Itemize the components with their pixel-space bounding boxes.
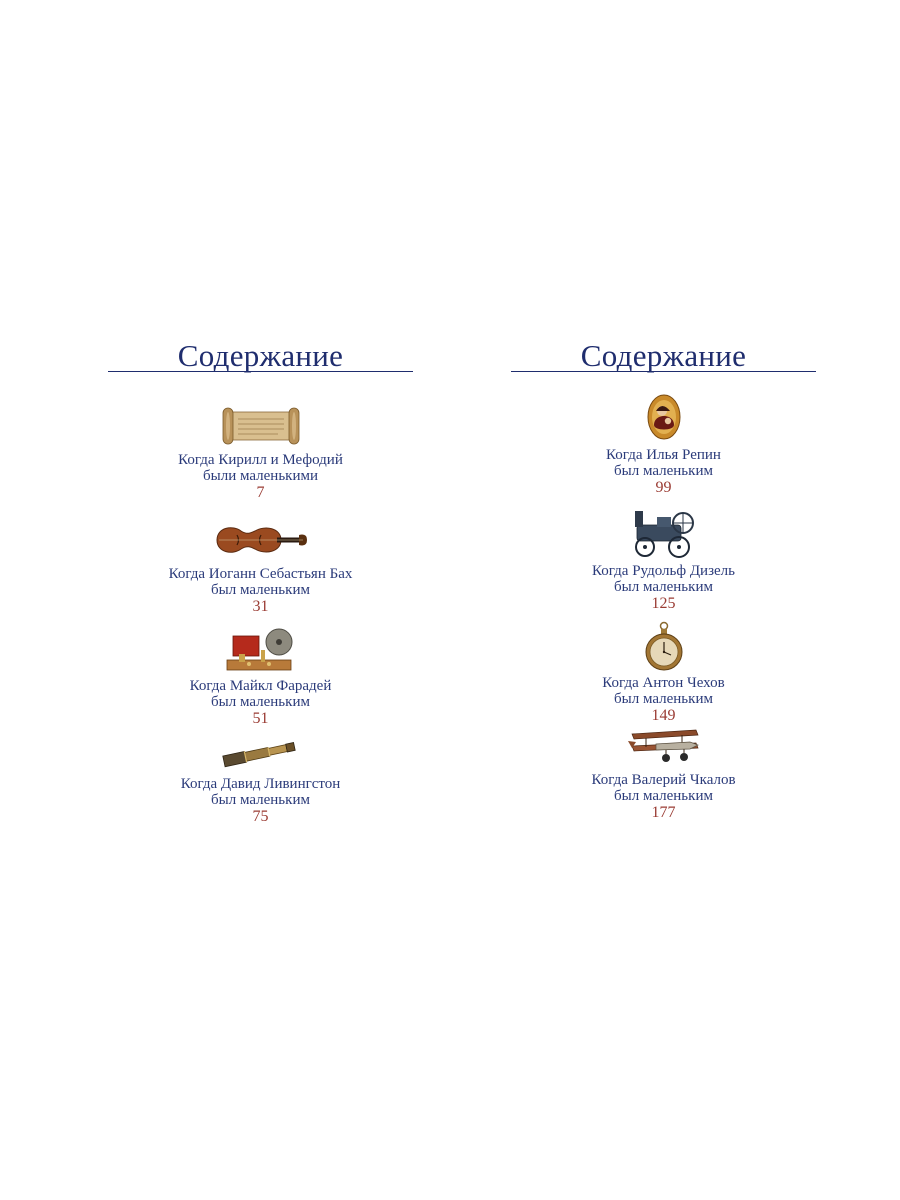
entry-title-line: был маленьким (211, 582, 310, 598)
entry-page-number: 125 (651, 595, 676, 612)
spyglass-icon (219, 735, 303, 771)
entry-page-number: 177 (651, 804, 676, 821)
violin-icon (211, 519, 311, 561)
entry-title-line: был маленьким (614, 788, 713, 804)
entry-title-line: был маленьким (614, 463, 713, 479)
entry-title-line: Когда Иоганн Себастьян Бах (168, 566, 353, 582)
contents-heading: Содержание (177, 338, 344, 373)
entry-title-line: был маленьким (211, 792, 310, 808)
electric-machine-icon (219, 626, 303, 674)
entry-title-line: Когда Кирилл и Мефодий (178, 452, 343, 468)
entry-page-number: 75 (252, 808, 269, 825)
entry-title-line: Когда Валерий Чкалов (591, 772, 736, 788)
entry-title-line: Когда Антон Чехов (602, 675, 725, 691)
contents-heading: Содержание (580, 338, 747, 373)
right-contents-page (511, 0, 816, 1200)
entry-title-line: были маленькими (203, 468, 318, 484)
contents-entry[interactable] (511, 505, 816, 613)
entry-title-line: Когда Рудольф Дизель (592, 563, 735, 579)
entry-page-number: 149 (651, 707, 676, 724)
entry-title-line: был маленьким (614, 691, 713, 707)
entry-page-number: 7 (256, 484, 265, 501)
contents-entry[interactable] (511, 391, 816, 497)
biplane-icon (626, 726, 702, 768)
contents-entry[interactable] (511, 621, 816, 725)
contents-entry[interactable] (511, 726, 816, 822)
contents-entry[interactable] (108, 626, 413, 728)
steam-engine-icon (629, 505, 699, 559)
contents-entry[interactable] (108, 735, 413, 826)
left-contents-page (108, 0, 413, 1200)
scroll-icon (220, 404, 302, 448)
contents-entry[interactable] (108, 404, 413, 502)
entry-title-line: Когда Илья Репин (606, 447, 721, 463)
entry-title-line: был маленьким (614, 579, 713, 595)
entry-title-line: Когда Давид Ливингстон (180, 776, 341, 792)
heading-rule (108, 371, 413, 372)
heading-rule (511, 371, 816, 372)
contents-entry[interactable] (108, 519, 413, 616)
painted-egg-icon (644, 391, 684, 441)
entry-title-line: был маленьким (211, 694, 310, 710)
entry-title-line: Когда Майкл Фарадей (189, 678, 332, 694)
pocket-watch-icon (643, 621, 685, 673)
entry-page-number: 99 (655, 479, 672, 496)
entry-page-number: 31 (252, 598, 269, 615)
entry-page-number: 51 (252, 710, 269, 727)
